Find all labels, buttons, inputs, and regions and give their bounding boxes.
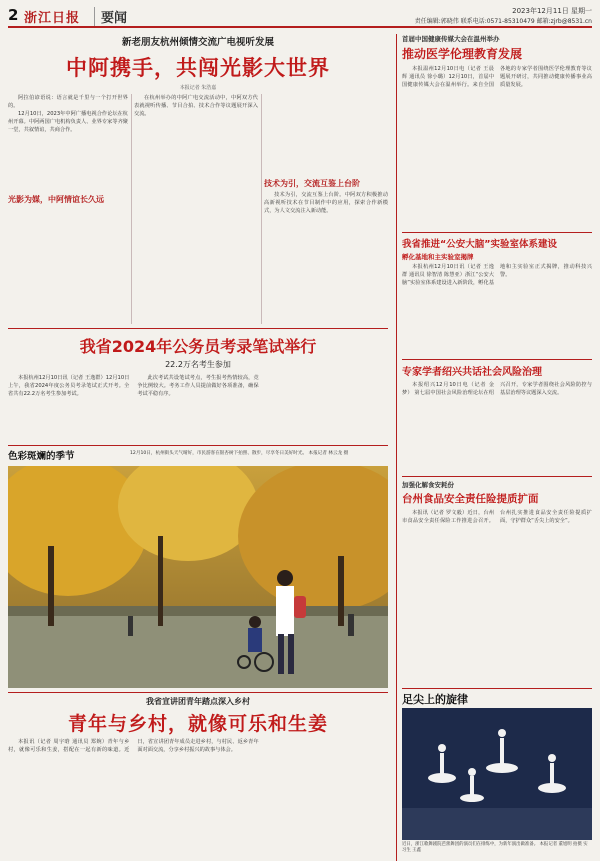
exam-subtitle: 22.2万名考生参加	[165, 360, 231, 369]
youth-title: 青年与乡村，就像可乐和生姜	[67, 713, 328, 735]
colorful-caption: 12月10日，杭州街头天气晴好，市民游客在银杏树下拍照、散步，尽享冬日美好时光。 本报记者 林云龙 摄	[130, 451, 349, 456]
exam-headline-block	[8, 334, 388, 372]
right-article-1	[402, 34, 592, 229]
paper-name: 浙江日报	[24, 11, 81, 26]
park-photo	[8, 466, 388, 688]
ballet-headline: 足尖上的旋律	[402, 693, 468, 706]
lead-subhead-2: 技术为引，交流互鉴上台阶	[264, 179, 360, 188]
section-name: 要闻	[94, 7, 127, 26]
right-article-4	[402, 480, 592, 685]
editor-line: 责任编辑:郭晓伟 联系电话:0571-85310479 邮箱:zjrb@8531.cn	[414, 18, 592, 25]
right-title-1: 推动医学伦理教育发展	[402, 47, 523, 61]
lead-paragraph: 阿拉伯谚语说：语言就是千里与一个打开世界的。	[8, 95, 128, 109]
issue-date: 2023年12月11日 星期一	[512, 7, 592, 15]
exam-title: 我省2024年公务员考录笔试举行	[79, 337, 317, 356]
right-kicker-4: 加强化解食安耗份	[402, 481, 454, 489]
right-paragraph: 本报杭州12月10日讯（记者 王逸群 通讯员 徐智清 陈慧亚）浙江“公安大脑”实验室体系建设进入新阶段，孵化基地和主实验室正式揭牌，推动科技兴警。	[402, 264, 592, 286]
lead-paragraph: 技术为引，交流互鉴上台阶。中阿双方积极推动高新视听技术在节目制作中的应用，探索合作新模式，为人文交流注入新动能。	[264, 192, 388, 214]
lead-col-3	[264, 94, 388, 324]
page-header	[8, 6, 592, 28]
lead-headline-block	[8, 34, 388, 94]
right-subtitle-2: 孵化基地和主实验室揭牌	[402, 253, 474, 261]
youth-kicker: 我省宣讲团青年踏点深入乡村	[146, 697, 250, 706]
lead-paragraph: 12月10日，2023年中阿广播电视合作论坛在杭州开幕。中阿两国广电机构负责人、业界专家等齐聚一堂，共叙情谊，共商合作。	[8, 111, 128, 133]
lead-col-1	[8, 94, 128, 324]
youth-headline-block	[8, 696, 388, 736]
right-paragraph: 本报温州12月10日电（记者 王晨辉 通讯员 徐小璐）12月10日，首届中国健康传媒大会在温州举行。来自全国各地的专家学者围绕医学伦理教育等议题展开研讨，共同推动健康传播事业高质量发展。	[402, 66, 592, 88]
youth-body	[8, 738, 388, 861]
lead-col-2	[134, 94, 258, 324]
lead-byline: 本报记者 朱浩嘉	[179, 85, 217, 91]
ballet-photo	[402, 708, 592, 840]
lead-title: 中阿携手，共闯光影大世界	[66, 56, 330, 80]
exam-body	[8, 374, 388, 442]
right-kicker-1: 首届中国健康传媒大会在温州举办	[402, 35, 500, 43]
exam-paragraph: 此次考试共设笔试考点，考生报考热情较高，竞争比例较大。考务工作人员提前做好各项准备，确保考试平稳有序。	[137, 375, 259, 397]
right-title-4: 台州食品安全责任险提质扩面	[402, 493, 539, 505]
colorful-headline: 色彩斑斓的季节	[8, 451, 75, 462]
exam-paragraph: 本报杭州12月10日讯（记者 王逸群）12月10日上午，我省2024年度公务员考录笔试正式开考。全省共有22.2万名考生参加考试。	[8, 375, 130, 397]
page-number: 2	[8, 6, 19, 24]
lead-subhead-1: 光影为媒，中阿情谊长久远	[8, 195, 104, 204]
right-paragraph: 本报绍兴12月10日电（记者 金梦） 第七届中国社会风险治理论坛在绍兴召开，专家学者围绕社会风险防控与基层治理等议题深入交流。	[402, 382, 592, 396]
right-title-3: 专家学者绍兴共话社会风险治理	[402, 367, 542, 378]
lead-paragraph: 在杭州举办的中阿广电交流活动中，中阿双方代表就视听传播、节目合拍、技术合作等议题展开深入交流。	[134, 95, 258, 117]
right-article-2	[402, 236, 592, 356]
youth-paragraph: 本报讯（记者 周宇晗 通讯员 郑婉）青年与乡村，就像可乐和生姜，搭配在一起有新的味道。近日，省宣讲团青年成员走进乡村，与村民、返乡青年面对面交流，分享乡村振兴的故事与体会。	[8, 739, 259, 753]
right-paragraph: 本报讯（记者 罗文毅）近日，台州市食品安全责任保险工作推进会召开。台州扎实推进食品安全责任险提质扩面，守护群众“舌尖上的安全”。	[402, 510, 592, 524]
right-article-3	[402, 363, 592, 473]
right-title-2: 我省推进“公安大脑”实验室体系建设	[402, 239, 557, 250]
ballet-caption: 近日，浙江歌舞剧院芭蕾舞团的演员们在排练中，为新年演出做准备。 本报记者 董旭明 拍摄 实习生 王鑫	[402, 842, 588, 853]
lead-kicker: 新老朋友杭州倾情交流广电视听发展	[121, 37, 274, 48]
